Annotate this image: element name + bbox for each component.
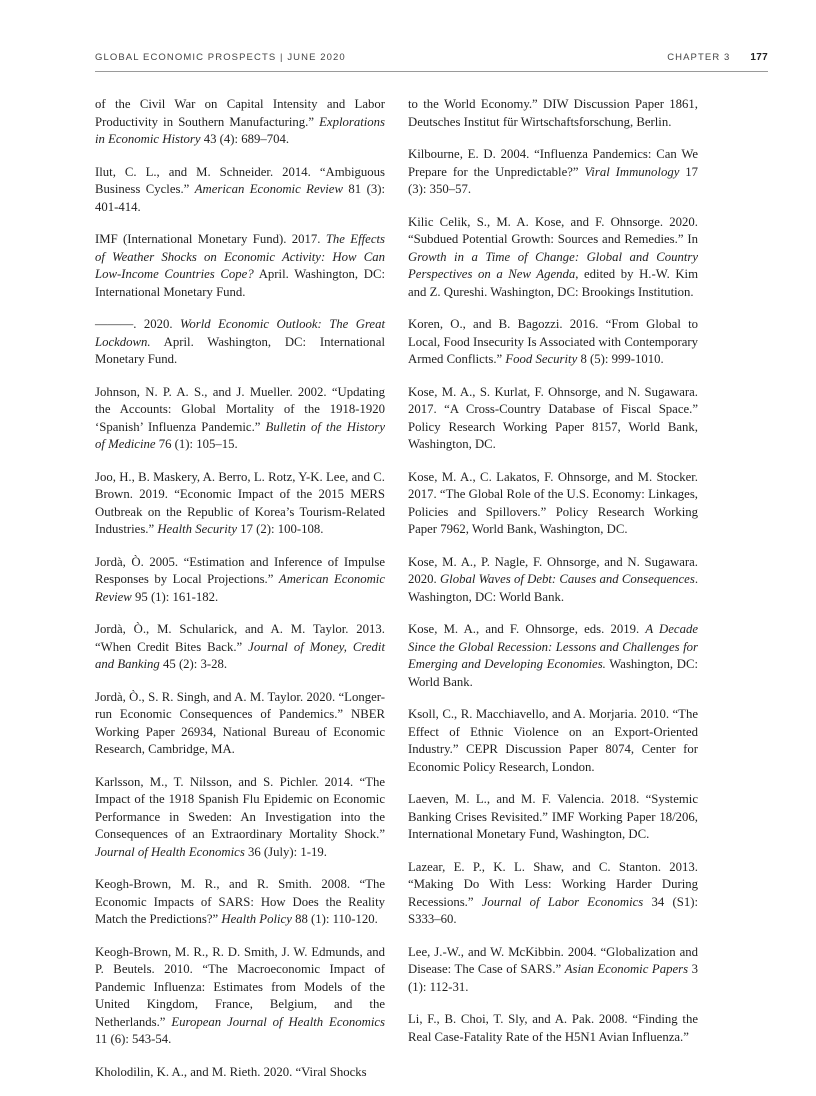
reference-italic-title: Food Security xyxy=(505,352,578,366)
reference-italic-title: World Economic Outlook: The Great Lockdown. xyxy=(95,317,386,349)
reference-text: . Washington, DC: World Bank. xyxy=(408,572,698,604)
reference-text: Joo, H., B. Maskery, A. Berro, L. Rotz, Y-K. Lee, and C. Brown. 2019. “Economic Impact of the 2015 MERS Outbreak on the Republic of Korea’s Tourism-Related Industries.” xyxy=(95,469,385,536)
reference-text: 43 (4): 689–704. xyxy=(200,132,290,146)
reference-text: Koren, O., and B. Bagozzi. 2016. “From Global to Local, Food Insecurity Is Associated with Contemporary Armed Conflicts.” xyxy=(408,317,698,366)
reference-entry xyxy=(95,689,385,759)
reference-italic-title: Asian Economic Papers xyxy=(564,962,689,976)
reference-text: 95 (1): 161-182. xyxy=(131,589,219,604)
reference-italic-title: American Economic Review xyxy=(194,182,343,196)
reference-text: 17 (3): 350–57. xyxy=(408,164,698,196)
reference-entry xyxy=(95,876,385,929)
reference-text: Ilut, C. L., and M. Schneider. 2014. “Ambiguous Business Cycles.” xyxy=(95,164,385,196)
reference-text: Jordà, Ò., S. R. Singh, and A. M. Taylor. 2020. “Longer-run Economic Consequences of Pandemics.” NBER Working Paper 26934, National Bureau of Economic Research, Cambridge, MA. xyxy=(95,689,385,756)
reference-text: Ksoll, C., R. Macchiavello, and A. Morjaria. 2010. “The Effect of Ethnic Violence on an Export-Oriented Industry.” CEPR Discussion Paper 8074, Center for Economic Policy Research, London. xyxy=(408,707,698,774)
reference-text: 76 (1): 105–15. xyxy=(155,437,238,451)
reference-italic-title: Explorations in Economic History xyxy=(95,114,385,146)
reference-text: Li, F., B. Choi, T. Sly, and A. Pak. 2008. “Finding the Real Case-Fatality Rate of the H5N1 Avian Influenza.” xyxy=(408,1012,698,1044)
reference-entry xyxy=(95,469,385,539)
reference-text: to the World Economy.” DIW Discussion Paper 1861, Deutsches Institut für Wirtschaftsforschung, Berlin. xyxy=(408,97,698,129)
reference-italic-title: European Journal of Health Economics xyxy=(171,1014,385,1029)
reference-entry xyxy=(95,384,385,454)
references-left-column xyxy=(95,96,385,1096)
reference-text: IMF (International Monetary Fund). 2017. xyxy=(95,232,326,246)
reference-text: Kose, M. A., P. Nagle, F. Ohnsorge, and N. Sugawara. 2020. xyxy=(408,554,698,586)
chapter-label: CHAPTER 3 xyxy=(667,52,731,63)
header-divider xyxy=(95,71,768,72)
reference-text: Kose, M. A., and F. Ohnsorge, eds. 2019. xyxy=(408,622,646,636)
reference-italic-title: Health Policy xyxy=(221,912,292,926)
reference-text: April. Washington, DC: International Monetary Fund. xyxy=(95,334,385,366)
reference-text: Kholodilin, K. A., and M. Rieth. 2020. “Viral Shocks xyxy=(95,1064,367,1079)
page-number: 177 xyxy=(750,52,768,63)
reference-text: Johnson, N. P. A. S., and J. Mueller. 2002. “Updating the Accounts: Global Mortality of the 1918-1920 ‘Spanish’ Influenza Pandemic.” xyxy=(95,384,385,434)
publication-title: GLOBAL ECONOMIC PROSPECTS | JUNE 2020 xyxy=(95,52,346,63)
reference-entry xyxy=(408,1011,698,1046)
reference-text: Kilic Celik, S., M. A. Kose, and F. Ohnsorge. 2020. “Subdued Potential Growth: Sources and Remedies.” In xyxy=(408,214,698,246)
reference-entry xyxy=(95,944,385,1049)
reference-text: Keogh-Brown, M. R., R. D. Smith, J. W. Edmunds, and P. Beutels. 2010. “The Macroeconomic Impact of Pandemic Influenza: Estimates from Models of the United Kingdom, France, Belgium, and the Netherlands.” xyxy=(95,944,385,1029)
reference-text: 81 (3): 401-414. xyxy=(95,182,385,214)
reference-italic-title: Global Waves of Debt: Causes and Consequences xyxy=(439,572,695,586)
reference-entry xyxy=(408,469,698,539)
reference-text: 34 (S1): S333–60. xyxy=(408,894,698,926)
reference-text: 88 (1): 110-120. xyxy=(291,912,378,926)
reference-italic-title: Journal of Money, Credit and Banking xyxy=(95,639,385,671)
reference-text: Lee, J.-W., and W. McKibbin. 2004. “Globalization and Disease: The Case of SARS.” xyxy=(408,944,698,976)
reference-text: Jordà, Ò., M. Schularick, and A. M. Taylor. 2013. “When Credit Bites Back.” xyxy=(95,622,385,654)
reference-italic-title: A Decade Since the Global Recession: Lessons and Challenges for Emerging and Developing Economies. xyxy=(408,622,698,671)
reference-entry xyxy=(408,859,698,929)
reference-text: Washington, DC: World Bank. xyxy=(408,657,698,689)
reference-text: , edited by H.-W. Kim and Z. Qureshi. Washington, DC: Brookings Institution. xyxy=(408,267,698,299)
reference-entry xyxy=(95,621,385,674)
reference-italic-title: Growth in a Time of Change: Global and Country Perspectives on a New Agenda xyxy=(408,249,698,281)
reference-italic-title: The Effects of Weather Shocks on Economic Activity: How Can Low-Income Countries Cope? xyxy=(95,232,385,281)
reference-entry xyxy=(95,316,385,369)
reference-text: Kilbourne, E. D. 2004. “Influenza Pandemics: Can We Prepare for the Unpredictable?” xyxy=(408,147,698,179)
reference-entry xyxy=(408,791,698,844)
reference-text: 45 (2): 3-28. xyxy=(159,657,228,671)
reference-italic-title: Journal of Health Economics xyxy=(95,844,245,859)
reference-entry xyxy=(408,554,698,607)
reference-text: Karlsson, M., T. Nilsson, and S. Pichler. 2014. “The Impact of the 1918 Spanish Flu Epidemic on Economic Performance in Sweden: An Investigation into the Consequences of an Extraordinary Mortality Shock.” xyxy=(95,774,385,841)
reference-entry xyxy=(95,231,385,301)
reference-text: ———. 2020. xyxy=(95,317,180,331)
reference-italic-title: Journal of Labor Economics xyxy=(481,894,644,909)
reference-text: of the Civil War on Capital Intensity and Labor Productivity in Southern Manufacturing.” xyxy=(95,97,385,129)
reference-text: Laeven, M. L., and M. F. Valencia. 2018. “Systemic Banking Crises Revisited.” IMF Working Paper 18/206, International Monetary Fund, Washington, DC. xyxy=(408,792,698,841)
reference-text: 8 (5): 999-1010. xyxy=(577,352,664,366)
reference-text: Kose, M. A., S. Kurlat, F. Ohnsorge, and N. Sugawara. 2017. “A Cross-Country Database of Fiscal Space.” Policy Research Working Paper 8157, World Bank, Washington, DC. xyxy=(408,384,698,451)
reference-entry xyxy=(408,706,698,776)
reference-entry xyxy=(95,774,385,862)
reference-text: Lazear, E. P., K. L. Shaw, and C. Stanton. 2013. “Making Do With Less: Working Harder During Recessions.” xyxy=(408,859,698,909)
chapter-and-page xyxy=(667,52,768,63)
references-right-column xyxy=(408,96,698,1061)
reference-entry xyxy=(408,384,698,454)
reference-italic-title: Viral Immunology xyxy=(584,164,680,179)
reference-text: 36 (July): 1-19. xyxy=(244,844,327,859)
reference-italic-title: Health Security xyxy=(157,522,237,536)
reference-entry xyxy=(408,621,698,691)
reference-italic-title: American Economic Review xyxy=(95,572,385,604)
running-header xyxy=(95,52,768,68)
reference-entry xyxy=(408,96,698,131)
reference-entry xyxy=(95,554,385,607)
reference-text: 3 (1): 112-31. xyxy=(408,962,698,994)
reference-text: Keogh-Brown, M. R., and R. Smith. 2008. “The Economic Impacts of SARS: How Does the Reality Match the Predictions?” xyxy=(95,877,385,926)
reference-entry xyxy=(408,214,698,302)
reference-text: 11 (6): 543-54. xyxy=(95,1032,172,1046)
reference-entry xyxy=(95,164,385,217)
reference-italic-title: Bulletin of the History of Medicine xyxy=(95,419,385,451)
reference-entry xyxy=(408,146,698,199)
reference-entry xyxy=(95,1064,385,1082)
reference-text: April. Washington, DC: International Monetary Fund. xyxy=(95,267,386,299)
reference-entry xyxy=(408,316,698,369)
reference-entry xyxy=(408,944,698,997)
reference-text: 17 (2): 100-108. xyxy=(237,522,324,536)
reference-text: Kose, M. A., C. Lakatos, F. Ohnsorge, and M. Stocker. 2017. “The Global Role of the U.S. Economy: Linkages, Policies and Spillovers.” Policy Research Working Paper 7962, World Bank, Washington, DC. xyxy=(408,469,698,536)
reference-text: Jordà, Ò. 2005. “Estimation and Inference of Impulse Responses by Local Projections.” xyxy=(95,554,385,586)
reference-entry xyxy=(95,96,385,149)
